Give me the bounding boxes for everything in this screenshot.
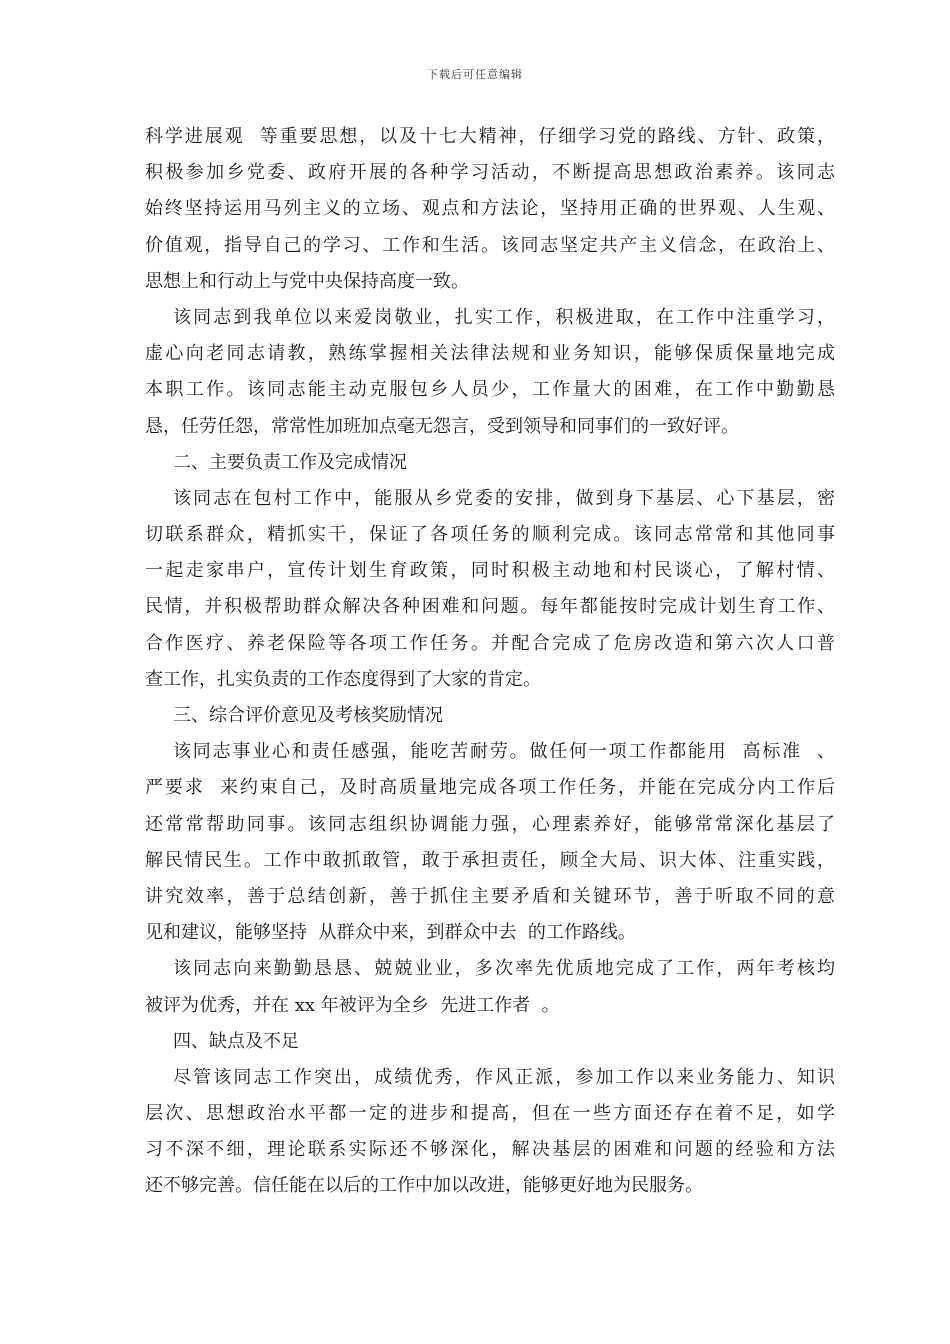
paragraph-work-attitude <box>145 300 835 445</box>
text-line: 科学进展观 等重要思想，以及十七大精神，仔细学习党的路线、方针、政策， <box>145 126 835 147</box>
text-line: 价值观，指导自己的学习、工作和生活。该同志坚定共产主义信念，在政治上、 <box>145 234 835 256</box>
text-line: 还不够完善。信任能在以后的工作中加以改进，能够更好地为民服务。 <box>145 1175 703 1197</box>
text-line: 层次、思想政治水平都一定的进步和提高，但在一些方面还存在着不足，如学 <box>145 1103 835 1125</box>
paragraph-shortcomings <box>145 1060 835 1205</box>
text-line: 查工作，扎实负责的工作态度得到了大家的肯定。 <box>145 668 541 690</box>
section-heading-2 <box>145 445 835 481</box>
section-heading-4 <box>145 1024 835 1060</box>
text-line: 合作医疗、养老保险等各项工作任务。并配合完成了危房改造和第六次人口普 <box>145 632 835 654</box>
section-heading: 三、综合评价意见及考核奖励情况 <box>173 705 443 726</box>
section-heading: 四、缺点及不足 <box>173 1030 299 1052</box>
text-line: 虚心向老同志请教，熟练掌握相关法律法规和业务知识，能够保质保量地完成 <box>145 343 835 365</box>
paragraph-ideology <box>145 119 835 300</box>
paragraph-responsibilities <box>145 481 835 698</box>
text-line: 该同志到我单位以来爱岗敬业，扎实工作，积极进取，在工作中注重学习， <box>173 306 835 328</box>
section-heading: 二、主要负责工作及完成情况 <box>173 451 407 473</box>
text-line: 恳，任劳任怨，常常性加班加点毫无怨言，受到领导和同事们的一致好评。 <box>145 415 739 437</box>
section-heading-3 <box>145 698 835 734</box>
paragraph-awards <box>145 951 835 1023</box>
text-line: 被评为优秀，并在 xx 年被评为全乡 先进工作者 。 <box>145 994 560 1016</box>
text-line: 该同志事业心和责任感强，能吃苦耐劳。做任何一项工作都能用 高标准 、 <box>173 741 835 763</box>
text-line: 该同志向来勤勤恳恳、兢兢业业，多次率先优质地完成了工作，两年考核均 <box>173 958 835 980</box>
paragraph-evaluation <box>145 734 835 951</box>
text-line: 尽管该同志工作突出，成绩优秀，作风正派，参加工作以来业务能力、知识 <box>173 1066 835 1088</box>
text-line: 民情，并积极帮助群众解决各种困难和问题。每年都能按时完成计划生育工作、 <box>145 596 835 618</box>
text-line: 还常常帮助同事。该同志组织协调能力强，心理素养好，能够常常深化基层了 <box>145 813 835 835</box>
page-header: 下载后可任意编辑 <box>427 68 523 81</box>
text-line: 见和建议，能够坚持 从群众中来，到群众中去 的工作路线。 <box>145 922 636 944</box>
text-line: 思想上和行动上与党中央保持高度一致。 <box>145 270 469 292</box>
text-line: 本职工作。该同志能主动克服包乡人员少，工作量大的困难，在工作中勤勤恳 <box>145 379 835 401</box>
text-line: 解民情民生。工作中敢抓敢管，敢于承担责任，顾全大局、识大体、注重实践， <box>145 849 835 871</box>
text-line: 该同志在包村工作中，能服从乡党委的安排，做到身下基层、心下基层，密 <box>173 487 835 509</box>
text-line: 积极参加乡党委、政府开展的各种学习活动，不断提高思想政治素养。该同志 <box>145 162 835 184</box>
text-line: 一起走家串户，宣传计划生育政策，同时积极主动地和村民谈心，了解村情、 <box>145 560 835 582</box>
text-line: 始终坚持运用马列主义的立场、观点和方法论，坚持用正确的世界观、人生观、 <box>145 198 835 220</box>
document-body <box>145 119 835 1205</box>
text-line: 习不深不细，理论联系实际还不够深化，解决基层的困难和问题的经验和方法 <box>145 1139 835 1161</box>
text-line: 切联系群众，精抓实干，保证了各项任务的顺利完成。该同志常常和其他同事 <box>145 524 835 546</box>
text-line: 严要求 来约束自己，及时高质量地完成各项工作任务，并能在完成分内工作后 <box>145 777 835 799</box>
text-line: 讲究效率，善于总结创新，善于抓住主要矛盾和关键环节，善于听取不同的意 <box>145 885 835 907</box>
